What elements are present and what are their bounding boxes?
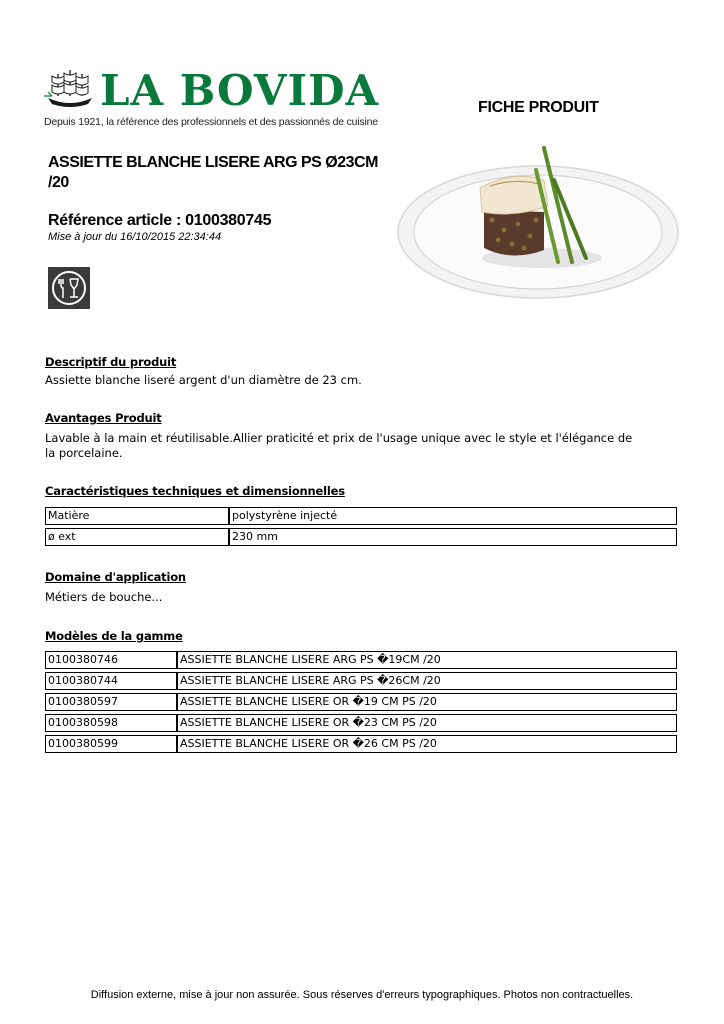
range-ref: 0100380599 bbox=[45, 735, 177, 753]
range-heading: Modèles de la gamme bbox=[45, 629, 183, 643]
table-row bbox=[45, 672, 677, 690]
range-name: ASSIETTE BLANCHE LISERE OR �26 CM PS /20 bbox=[177, 735, 677, 753]
table-row bbox=[45, 714, 677, 732]
spec-label: ø ext bbox=[45, 528, 229, 546]
range-name: ASSIETTE BLANCHE LISERE ARG PS �26CM /20 bbox=[177, 672, 677, 690]
range-ref: 0100380597 bbox=[45, 693, 177, 711]
doc-label: FICHE PRODUIT bbox=[478, 99, 599, 116]
range-name: ASSIETTE BLANCHE LISERE OR �19 CM PS /20 bbox=[177, 693, 677, 711]
description-text: Assiette blanche liseré argent d'un diamètre de 23 cm. bbox=[45, 373, 362, 387]
brand-name: LA BOVIDA bbox=[100, 66, 380, 115]
food-contact-icon bbox=[48, 267, 90, 309]
product-title: ASSIETTE BLANCHE LISERE ARG PS Ø23CM /20 bbox=[48, 154, 378, 191]
specs-heading: Caractéristiques techniques et dimensionnelles bbox=[45, 484, 345, 498]
table-row bbox=[45, 528, 677, 546]
specs-table bbox=[45, 504, 677, 549]
spec-label: Matière bbox=[45, 507, 229, 525]
range-table bbox=[45, 648, 677, 756]
range-ref: 0100380746 bbox=[45, 651, 177, 669]
product-photo bbox=[394, 140, 684, 305]
table-row bbox=[45, 735, 677, 753]
brand-logo bbox=[44, 64, 384, 132]
footer-disclaimer: Diffusion externe, mise à jour non assurée. Sous réserves d'erreurs typographiques. Photos non contractuelles. bbox=[90, 989, 634, 1001]
range-ref: 0100380598 bbox=[45, 714, 177, 732]
domain-heading: Domaine d'application bbox=[45, 570, 186, 584]
product-reference: Référence article : 0100380745 bbox=[48, 212, 272, 229]
update-date: Mise à jour du 16/10/2015 22:34:44 bbox=[48, 231, 222, 243]
table-row bbox=[45, 507, 677, 525]
description-heading: Descriptif du produit bbox=[45, 355, 177, 369]
domain-text: Métiers de bouche... bbox=[45, 590, 163, 604]
table-row bbox=[45, 693, 677, 711]
advantages-heading: Avantages Produit bbox=[45, 411, 162, 425]
range-name: ASSIETTE BLANCHE LISERE ARG PS �19CM /20 bbox=[177, 651, 677, 669]
ship-icon bbox=[44, 66, 96, 112]
range-name: ASSIETTE BLANCHE LISERE OR �23 CM PS /20 bbox=[177, 714, 677, 732]
range-ref: 0100380744 bbox=[45, 672, 177, 690]
spec-value: 230 mm bbox=[229, 528, 677, 546]
spec-value: polystyrène injecté bbox=[229, 507, 677, 525]
advantages-text: Lavable à la main et réutilisable.Allier praticité et prix de l'usage unique avec le style et l'élégance de la porcelaine. bbox=[45, 431, 633, 460]
brand-tagline: Depuis 1921, la référence des professionnels et des passionnés de cuisine bbox=[44, 116, 378, 128]
table-row bbox=[45, 651, 677, 669]
